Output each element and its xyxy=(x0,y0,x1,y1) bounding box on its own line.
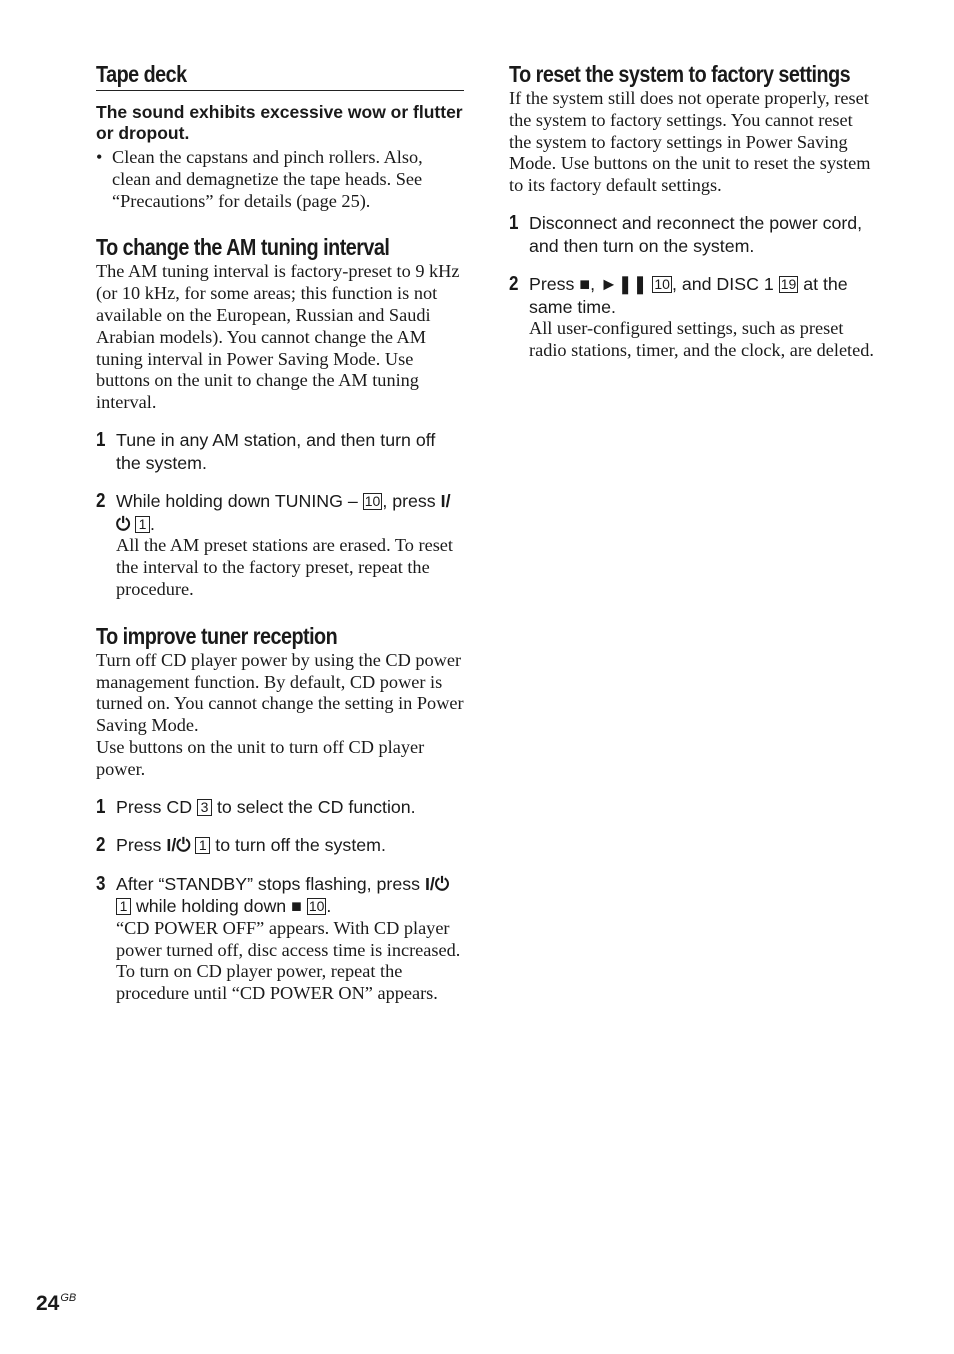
heading-rule xyxy=(96,90,464,91)
step-note: All the AM preset stations are erased. To reset the interval to the factory preset, repeat the procedure. xyxy=(116,535,453,599)
step-text: Press CD 3 to select the CD function. xyxy=(116,796,416,817)
heading-tuner-reception: To improve tuner reception xyxy=(96,622,338,649)
step-text: While holding down TUNING – 10 , press I/⏻ 1 . xyxy=(116,491,451,534)
step-1 xyxy=(96,796,464,819)
heading-am-tuning: To change the AM tuning interval xyxy=(96,234,390,261)
button-ref-3: 3 xyxy=(197,799,212,816)
step-3 xyxy=(96,873,464,1005)
step-2 xyxy=(509,273,877,362)
step-2 xyxy=(96,834,464,857)
power-icon: I/⏻ xyxy=(424,873,449,894)
step-number: 2 xyxy=(96,834,106,857)
button-ref-19: 19 xyxy=(780,276,797,293)
bullet-mark: • xyxy=(96,147,103,167)
step-note: “CD POWER OFF” appears. With CD player power turned off, disc access time is increased. To turn on CD player power, repeat the procedure until “CD POWER ON” appears. xyxy=(116,917,461,1004)
step-number: 1 xyxy=(96,795,106,818)
heading-factory-reset: To reset the system to factory settings xyxy=(509,61,851,87)
button-ref-1: 1 xyxy=(195,837,210,854)
step-note: All user-configured settings, such as preset radio stations, timer, and the clock, are deleted. xyxy=(529,318,874,361)
page-number: $24^{GB}$ xyxy=(36,1292,77,1315)
step-text: Press ■, ►❚❚ 10 , and DISC 1 19 at the same time. xyxy=(529,274,848,317)
button-ref-1: 1 xyxy=(116,898,131,915)
power-icon: I/⏻ xyxy=(116,491,451,534)
step-number: 2 xyxy=(509,273,519,296)
reset-intro: If the system still does not operate properly, reset the system to factory settings. You cannot reset the system to factory settings in Power Saving Mode. Use buttons on the unit to reset the system to its factory default settings. xyxy=(509,88,871,196)
step-number: 1 xyxy=(96,428,106,451)
step-number: 2 xyxy=(96,490,106,513)
step-1 xyxy=(509,212,877,257)
bullet-text: Clean the capstans and pinch rollers. Also, clean and demagnetize the tape heads. See “Precautions” for details (page 25). xyxy=(112,147,423,211)
step-text: Disconnect and reconnect the power cord, and then turn on the system. xyxy=(529,212,863,256)
step-1 xyxy=(96,429,464,474)
power-icon: I/⏻ xyxy=(166,835,191,856)
heading-tape-deck: Tape deck xyxy=(96,61,187,87)
button-ref-10: 10 xyxy=(364,493,381,510)
am-tuning-intro: The AM tuning interval is factory-preset to 9 kHz (or 10 kHz, for some areas; this function is not available on the European, Russian and Saudi Arabian models). You cannot change the AM tuning interval in Power Saving Mode. Use buttons on the unit to change the AM tuning interval. xyxy=(96,261,460,413)
button-ref-1: 1 xyxy=(135,516,150,533)
step-number: 3 xyxy=(96,872,106,895)
step-text: Press I/⏻ 1 to turn off the system. xyxy=(116,835,386,856)
right-column xyxy=(509,60,877,362)
tuner-intro-2: Use buttons on the unit to turn off CD player power. xyxy=(96,736,425,779)
list-item xyxy=(96,147,464,212)
step-number: 1 xyxy=(509,211,519,234)
step-text: After “STANDBY” stops flashing, press I/⏻ 1 while holding down ■ 10 . xyxy=(116,873,449,917)
button-ref-10: 10 xyxy=(654,276,670,293)
problem-wow-flutter: The sound exhibits excessive wow or flutter or dropout. xyxy=(96,102,463,143)
region-suffix: GB xyxy=(60,1292,77,1304)
button-ref-10: 10 xyxy=(308,898,325,915)
left-column xyxy=(96,60,464,1005)
tuner-intro: Turn off CD player power by using the CD power management function. By default, CD power is turned on. You cannot change the setting in Power Saving Mode. xyxy=(96,649,464,736)
step-2 xyxy=(96,490,464,601)
step-text: Tune in any AM station, and then turn off the system. xyxy=(116,429,436,473)
